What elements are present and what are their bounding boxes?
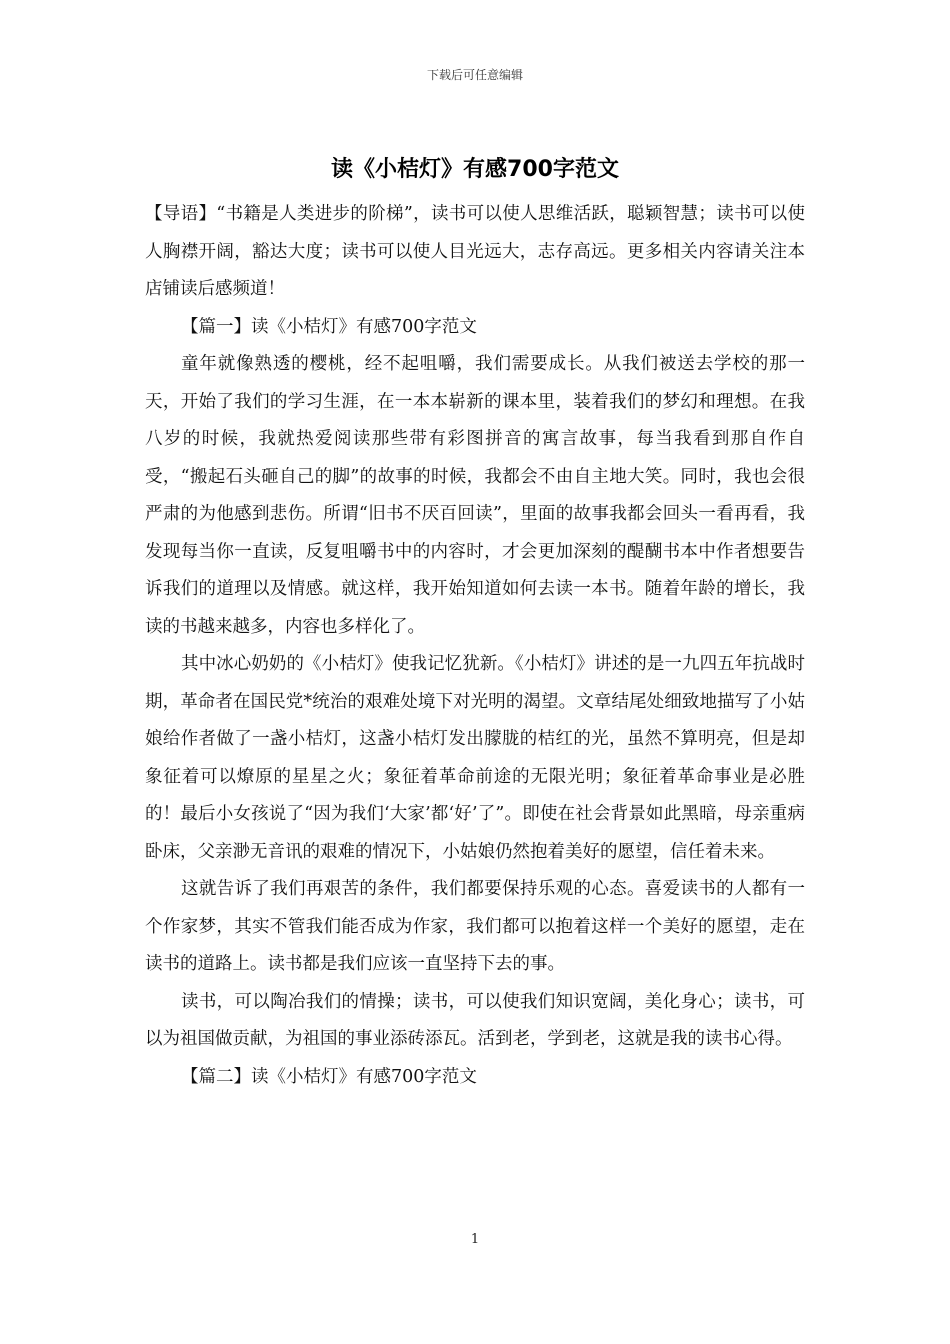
document-title: 读《小桔灯》有感700字范文 xyxy=(331,157,619,182)
document-body xyxy=(145,150,805,1096)
body-paragraph: 其中冰心奶奶的《小桔灯》使我记忆犹新。《小桔灯》讲述的是一九四五年抗战时期，革命者在国民党*统治的艰难处境下对光明的渴望。文章结尾处细致地描写了小姑娘给作者做了一盏小桔灯，这盏小桔灯发出朦胧的桔红的光，虽然不算明亮，但是却象征着可以燎原的星星之火；象征着革命前途的无限光明；象征着革命事业是必胜的！最后小女孩说了“因为我们‘大家’都‘好’了”。即使在社会背景如此黑暗，母亲重病卧床，父亲渺无音讯的艰难的情况下，小姑娘仍然抱着美好的愿望，信任着未来。 xyxy=(145,654,805,862)
body-paragraph: 读书，可以陶冶我们的情操；读书，可以使我们知识宽阔，美化身心；读书，可以为祖国做贡献，为祖国的事业添砖添瓦。活到老，学到老，这就是我的读书心得。 xyxy=(145,991,805,1049)
body-paragraph: 这就告诉了我们再艰苦的条件，我们都要保持乐观的心态。喜爱读书的人都有一个作家梦，其实不管我们能否成为作家，我们都可以抱着这样一个美好的愿望，走在读书的道路上。读书都是我们应该一直坚持下去的事。 xyxy=(145,879,805,974)
section-heading-2: 【篇二】读《小桔灯》有感700字范文 xyxy=(181,1066,477,1087)
intro-paragraph: 【导语】“书籍是人类进步的阶梯”，读书可以使人思维活跃，聪颖智慧；读书可以使人胸襟开阔，豁达大度；读书可以使人目光远大，志存高远。更多相关内容请关注本店铺读后感频道！ xyxy=(145,204,805,299)
section-heading-1: 【篇一】读《小桔灯》有感700字范文 xyxy=(181,316,477,337)
body-paragraph: 童年就像熟透的樱桃，经不起咀嚼，我们需要成长。从我们被送去学校的那一天，开始了我们的学习生涯，在一本本崭新的课本里，装着我们的梦幻和理想。在我八岁的时候，我就热爱阅读那些带有彩图拼音的寓言故事，每当我看到那自作自受，“搬起石头砸自己的脚”的故事的时候，我都会不由自主地大笑。同时，我也会很严肃的为他感到悲伤。所谓“旧书不厌百回读”，里面的故事我都会回头一看再看，我发现每当你一直读，反复咀嚼书中的内容时，才会更加深刻的醍醐书本中作者想要告诉我们的道理以及情感。就这样，我开始知道如何去读一本书。随着年龄的增长，我读的书越来越多，内容也多样化了。 xyxy=(145,354,805,637)
page-header-note: 下载后可任意编辑 xyxy=(426,68,523,82)
page-number: 1 xyxy=(470,1232,480,1247)
